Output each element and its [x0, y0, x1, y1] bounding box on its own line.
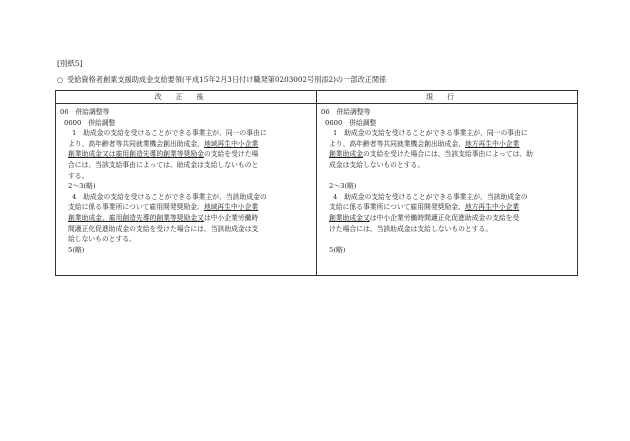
omitted-items: 5(略) [68, 245, 85, 254]
table-header-row [56, 91, 578, 104]
paragraph-line: 1 助成金の支給を受けることができる事業主が、同一の事由に [333, 129, 528, 138]
underlined-text: 創業助成金又 [329, 213, 370, 222]
attachment-label: [別紙5] [57, 59, 83, 68]
paragraph-line: 給しないものとする。 [68, 235, 136, 244]
underlined-text: 地域再生中小企業 [203, 203, 259, 212]
section-title: 06 併給調整等 [60, 108, 110, 116]
paragraph-line: 創業助成金の支給を受けた場合には、当該支給事由によっては、助 [329, 150, 533, 159]
table-row [56, 104, 578, 276]
underlined-text: 地域再生中小企業 [203, 139, 259, 148]
paragraph-line: 1 助成金の支給を受けることができる事業主が、同一の事由に [72, 129, 267, 138]
omitted-items: 2～3(略) [329, 182, 357, 191]
underlined-text: 創業助成金、雇用創造先導的創業等奨励金又 [68, 213, 204, 222]
paragraph-line: 4 助成金の支給を受けることができる事業主が、当該助成金の [333, 192, 528, 201]
header-current: 現行 [317, 91, 578, 104]
underlined-text: 創業助成金又は雇用創造先導的創業等奨励金 [68, 150, 204, 159]
current-column [317, 104, 578, 276]
underlined-text: 創業助成金 [329, 150, 363, 159]
document-heading [57, 75, 386, 85]
paragraph-line: する。 [68, 171, 89, 180]
paragraph-line: 間適正化促進助成金の支給を受けた場合には、当該助成金は支 [68, 224, 259, 233]
section-title: 06 併給調整等 [321, 108, 371, 116]
underlined-text: 地方再生中小企業 [464, 203, 520, 212]
paragraph-line: 創業助成金又は雇用創造先導的創業等奨励金の支給を受けた場 [68, 150, 259, 159]
paragraph-line: 創業助成金又は中小企業労働時間適正化促進助成金の支給を受 [329, 213, 520, 222]
paragraph-line: 成金は支給しないものとする。 [329, 160, 425, 169]
underlined-text: 地方再生中小企業 [464, 139, 520, 148]
comparison-table [55, 90, 578, 276]
subsection-title: 0600 併給調整 [325, 118, 377, 127]
subsection-title: 0600 併給調整 [64, 118, 116, 127]
paragraph-line: 合には、当該支給事由によっては、助成金は支給しないものと [68, 160, 259, 169]
paragraph-line: より、高年齢者等共同就業機会創出助成金、地域再生中小企業 [68, 139, 259, 148]
omitted-items: 5(略) [329, 245, 346, 254]
omitted-items: 2～3(略) [68, 182, 96, 191]
paragraph-line: 支給に係る事業所について雇用開発奨励金、地方再生中小企業 [329, 203, 520, 212]
header-revised: 改正後 [56, 91, 317, 104]
paragraph-line: 4 助成金の支給を受けることができる事業主が、当該助成金の [72, 192, 267, 201]
paragraph-line [321, 234, 573, 245]
circle-bullet-icon: ○ [57, 75, 64, 84]
paragraph-line: より、高年齢者等共同就業機会創出助成金、地方再生中小企業 [329, 139, 520, 148]
paragraph-line: 支給に係る事業所について雇用開発奨励金、地域再生中小企業 [68, 203, 259, 212]
paragraph-line [321, 171, 573, 182]
heading-text: 受給資格者創業支援助成金支給要領(平成15年2月3日付け職発第0203002号別添2)の一部改正関係 [67, 75, 387, 84]
paragraph-line: 創業助成金、雇用創造先導的創業等奨励金又は中小企業労働時 [68, 213, 259, 222]
paragraph-line: けた場合には、当該助成金は支給しないものとする。 [329, 224, 493, 233]
revised-column [56, 104, 317, 276]
